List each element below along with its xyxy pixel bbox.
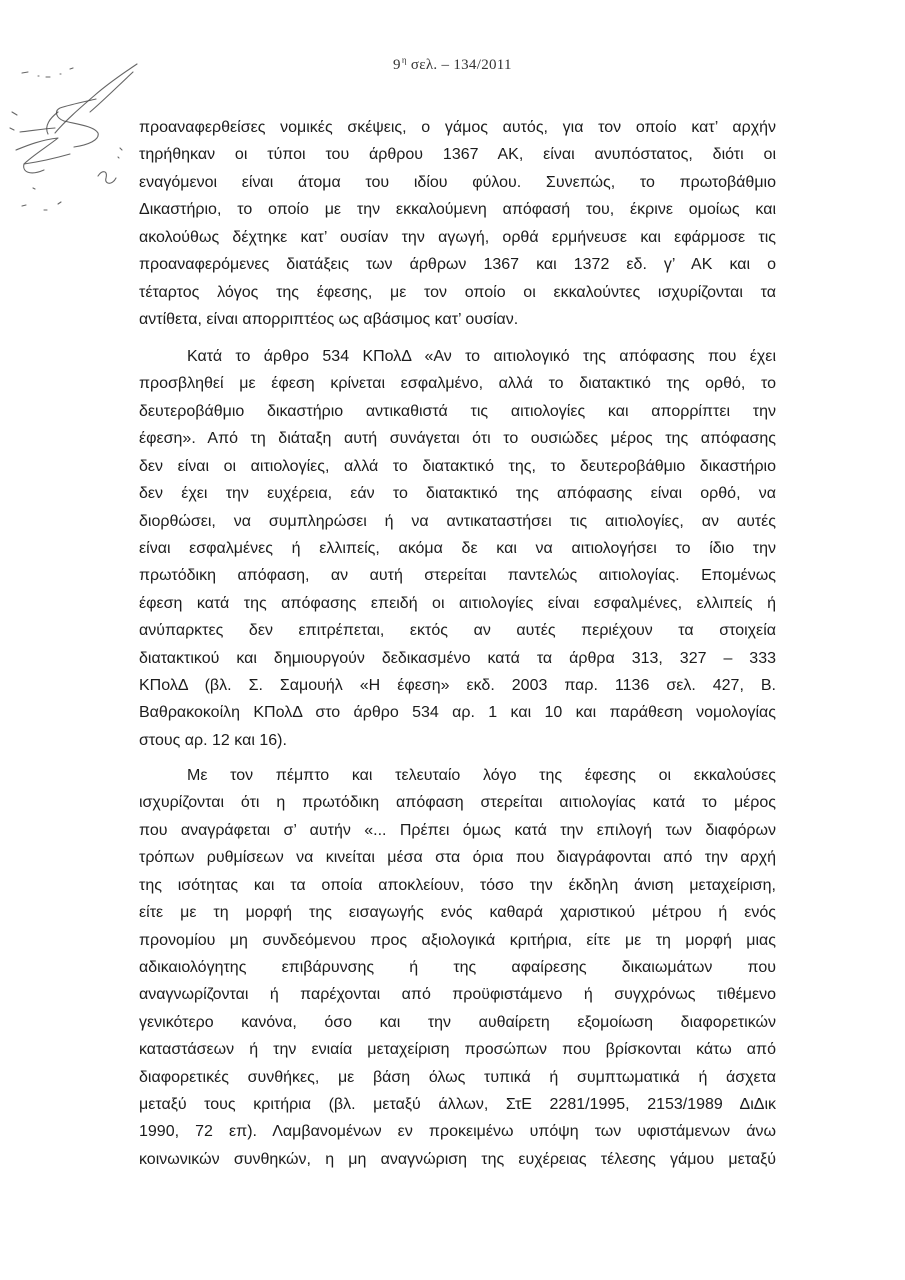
paragraph — [139, 343, 776, 754]
text-line: γενικότερο κανόνα, όσο και την αυθαίρετη εξομοίωση διαφορετικών — [139, 1013, 776, 1031]
text-line: προαναφερθείσες νομικές σκέψεις, ο γάμος αυτός, για τον οποίο κατ’ αρχήν — [139, 119, 776, 136]
text-line: αναγνωρίζονται ή παρέχονται από προϋφιστάμενο ή συγχρόνως τιθέμενο — [139, 986, 776, 1004]
text-line: δεν έχει την ευχέρεια, εάν το διατακτικό της απόφασης είναι ορθό, να — [139, 485, 776, 503]
page-number: 9 — [393, 57, 401, 73]
text-line: είτε με τη μορφή της εισαγωγής ενός καθαρά χαριστικού μέτρου ή ενός — [139, 904, 776, 922]
text-line: διατακτικού και δημιουργούν δεδικασμένο κατά τα άρθρα 313, 327 – 333 — [139, 649, 776, 667]
text-line: Κατά το άρθρο 534 ΚΠολΔ «Αν το αιτιολογικό της απόφασης που έχει — [187, 348, 776, 365]
text-line: ανύπαρκτες δεν επιτρέπεται, εκτός αν αυτές περιέχουν τα στοιχεία — [139, 622, 776, 640]
case-reference: σελ. – 134/2011 — [410, 57, 512, 73]
text-line: Βαθρακοκοίλη ΚΠολΔ στο άρθρο 534 αρ. 1 και 10 και παράθεση νομολογίας — [139, 704, 776, 722]
text-line: ισχυρίζονται ότι η πρωτόδικη απόφαση στερείται αιτιολογίας κατά το μέρος — [139, 794, 776, 812]
text-line: Δικαστήριο, το οποίο με την εκκαλούμενη απόφασή του, έκρινε ομοίως και — [139, 201, 776, 219]
text-line: τηρήθηκαν οι τύποι του άρθρου 1367 ΑΚ, είναι ανυπόστατος, διότι οι — [139, 146, 776, 164]
text-line: καταστάσεων ή την ενιαία μεταχείριση προσώπων που βρίσκονται κάτω από — [139, 1041, 776, 1059]
text-line: είναι εσφαλμένες ή ελλιπείς, ακόμα δε και να αιτιολογήσει το ίδιο την — [139, 539, 776, 557]
page-number-suffix: η — [401, 55, 407, 65]
text-line: στους αρ. 12 και 16). — [139, 731, 287, 749]
text-line: μεταξύ τους κριτήρια (βλ. μεταξύ άλλων, ΣτΕ 2281/1995, 2153/1989 ΔιΔικ — [139, 1096, 776, 1114]
text-line: έφεση». Από τη διάταξη αυτή συνάγεται ότι το ουσιώδες μέρος της απόφασης — [139, 430, 776, 448]
paragraph — [139, 762, 776, 1173]
text-line: τρόπων ρυθμίσεων να κινείται μέσα στα όρια που διαγράφονται από την αρχή — [139, 849, 776, 867]
text-line: δευτεροβάθμιο δικαστήριο αντικαθιστά τις αιτιολογίες και απορρίπτει την — [139, 402, 776, 420]
text-line: τέταρτος λόγος της έφεσης, με τον οποίο οι εκκαλούντες ισχυρίζονται τα — [139, 283, 776, 301]
text-line: Με τον πέμπτο και τελευταίο λόγο της έφεσης οι εκκαλούσες — [187, 767, 776, 784]
text-line: προσβληθεί με έφεση κρίνεται εσφαλμένο, αλλά το διατακτικό της ορθό, το — [139, 375, 776, 393]
paragraph — [139, 114, 776, 333]
text-line: διορθώσει, να συμπληρώσει ή να αντικαταστήσει τις αιτιολογίες, αν αυτές — [139, 512, 776, 530]
text-line: κοινωνικών συνθηκών, η μη αναγνώριση της ευχέρειας τέλεσης γάμου μεταξύ — [139, 1150, 776, 1168]
text-line: διαφορετικές συνθήκες, με βάση όλως τυπικά ή συμπτωματικά ή άσχετα — [139, 1068, 776, 1086]
signature — [0, 0, 160, 230]
text-line: δεν είναι οι αιτιολογίες, αλλά το διατακτικό της, το δευτεροβάθμιο δικαστήριο — [139, 457, 776, 475]
text-line: που αναγράφεται σ’ αυτήν «... Πρέπει όμως κατά την επιλογή των διαφόρων — [139, 821, 776, 839]
text-line: προαναφερόμενες διατάξεις των άρθρων 1367 και 1372 εδ. γ’ ΑΚ και ο — [139, 256, 776, 274]
text-line: αδικαιολόγητης επιβάρυνσης ή της αφαίρεσης δικαιωμάτων που — [139, 958, 776, 976]
text-line: πρωτόδικη απόφαση, αν αυτή στερείται παντελώς αιτιολογίας. Επομένως — [139, 567, 776, 585]
text-line: εναγόμενοι είναι άτομα του ιδίου φύλου. Συνεπώς, το πρωτοβάθμιο — [139, 173, 776, 191]
text-line: προνομίου μη συνδεόμενου προς αξιολογικά κριτήρια, είτε με τη μορφή μιας — [139, 931, 776, 949]
text-line: της ισότητας και τα οποία αποκλείουν, τόσο την έκδηλη άνιση μεταχείριση, — [139, 876, 776, 894]
text-line: ΚΠολΔ (βλ. Σ. Σαμουήλ «Η έφεση» εκδ. 2003 παρ. 1136 σελ. 427, Β. — [139, 677, 776, 695]
page-header — [393, 57, 512, 74]
text-line: έφεση κατά της απόφασης επειδή οι αιτιολογίες είναι εσφαλμένες, ελλιπείς ή — [139, 594, 776, 612]
text-line: αντίθετα, είναι απορριπτέος ως αβάσιμος κατ’ ουσίαν. — [139, 310, 519, 328]
text-line: ακολούθως δέχτηκε κατ’ ουσίαν την αγωγή, ορθά ερμήνευσε και εφάρμοσε τις — [139, 228, 776, 246]
text-line: 1990, 72 επ). Λαμβανομένων εν προκειμένω υπόψη των υφιστάμενων άνω — [139, 1123, 776, 1141]
